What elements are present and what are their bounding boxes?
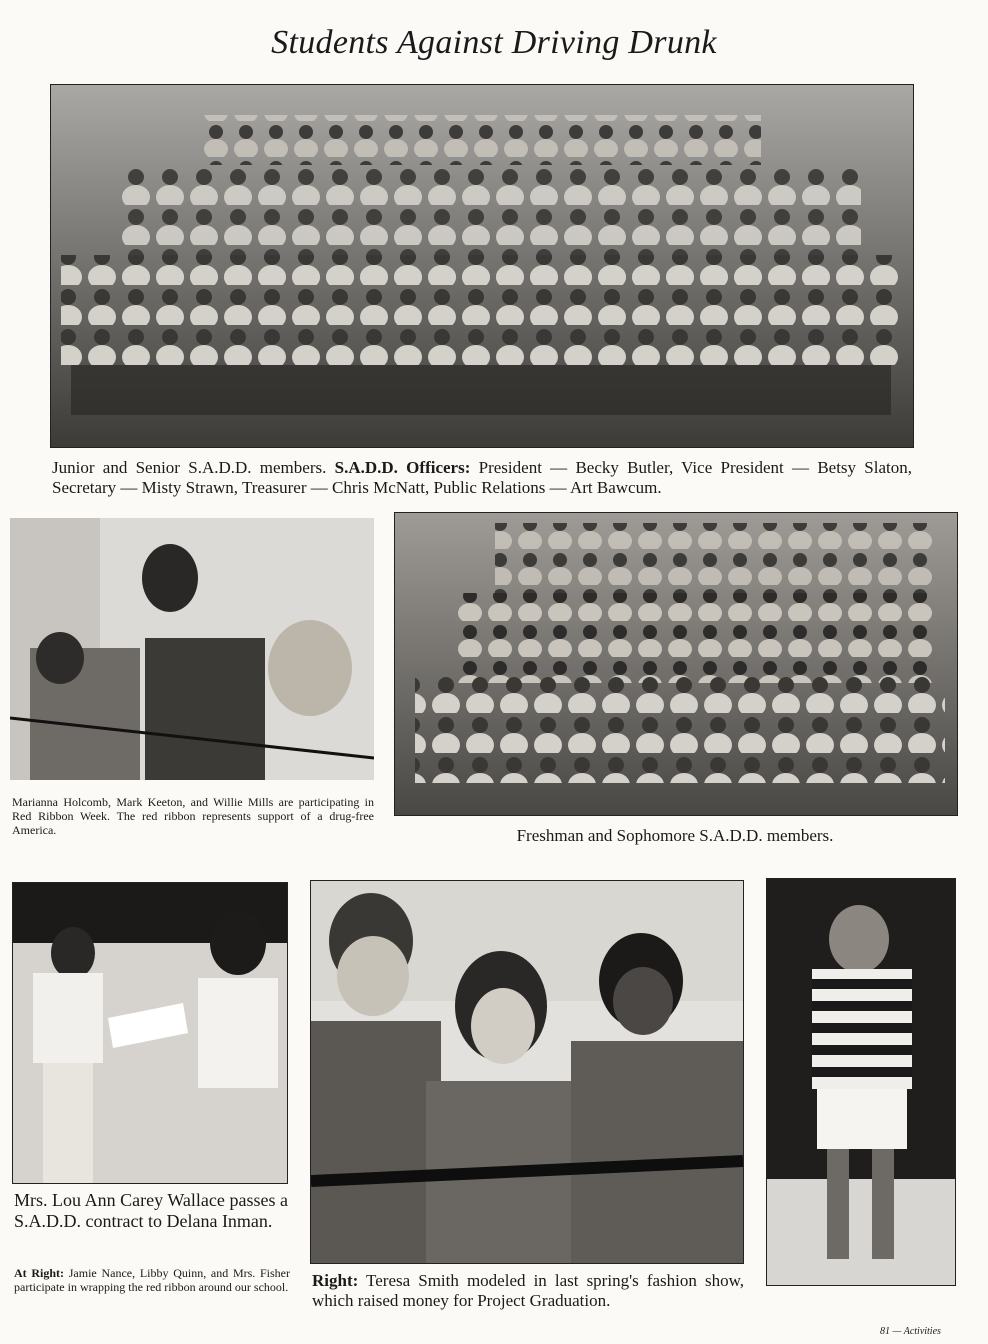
caption-ribbon-week: Marianna Holcomb, Mark Keeton, and Willie Mills are participating in Red Ribbon Week. The red ribbon represents support of a drug-free America. <box>12 795 374 837</box>
photo-freshman-sophomore-group <box>394 512 958 816</box>
caption-contract: Mrs. Lou Ann Carey Wallace passes a S.A.D.D. contract to Delana Inman. <box>14 1190 288 1231</box>
photo-wrapping-ribbon <box>310 880 744 1264</box>
photo-junior-senior-group <box>50 84 914 448</box>
caption-junior-senior: Junior and Senior S.A.D.D. members. S.A.D.D. Officers: President — Becky Butler, Vice President — Betsy Slaton, Secretary — Misty Strawn, Treasurer — Chris McNatt, Public Relations — Art Bawcum. <box>52 458 913 497</box>
page-title: Students Against Driving Drunk <box>271 24 717 61</box>
caption-freshman-sophomore: Freshman and Sophomore S.A.D.D. members. <box>516 826 834 845</box>
photo-red-ribbon-week <box>10 518 374 780</box>
photo-fashion-show <box>766 878 956 1286</box>
caption-right: Right: Teresa Smith modeled in last spring's fashion show, which raised money for Project Graduation. <box>312 1271 744 1310</box>
officers-label: S.A.D.D. Officers: <box>334 458 471 477</box>
caption-at-right: At Right: Jamie Nance, Libby Quinn, and Mrs. Fisher participate in wrapping the red ribbon around our school. <box>14 1266 290 1294</box>
page-folio: 81 — Activities <box>880 1326 941 1337</box>
photo-contract <box>12 882 288 1184</box>
